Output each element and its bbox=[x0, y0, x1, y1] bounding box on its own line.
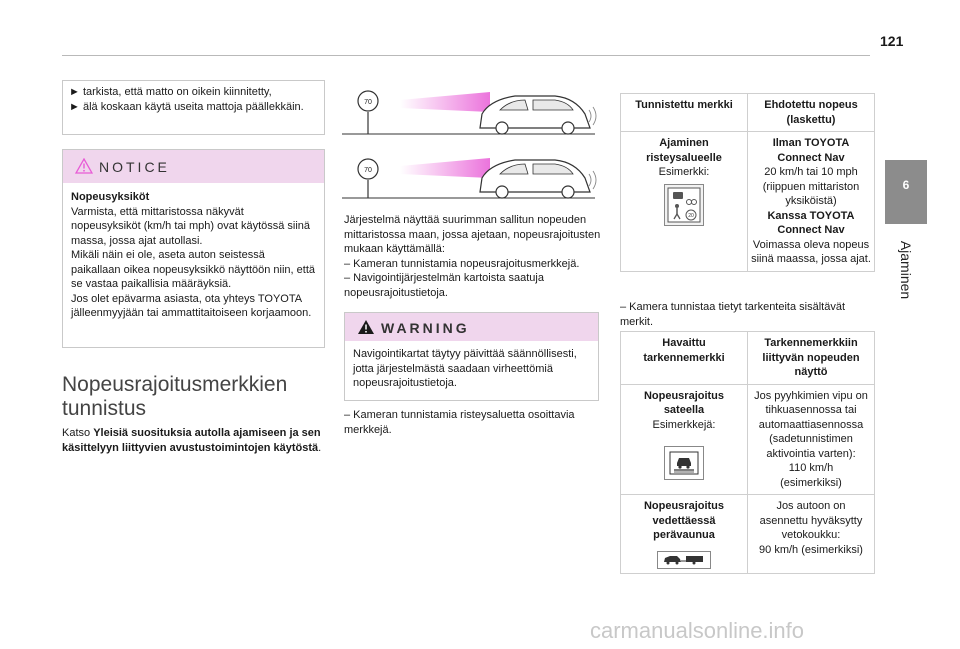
notice-heading: Nopeusyksiköt bbox=[71, 191, 150, 203]
intersection-zone-sign-icon bbox=[664, 184, 704, 226]
intro-text: Katso Yleisiä suosituksia autolla ajamiseen ja sen käsittelyyn liittyvien avustustoimintojen käytöstä. bbox=[62, 427, 322, 454]
intersection-sign-value: 20 bbox=[688, 212, 694, 219]
table-header-cell: Tunnistettu merkki bbox=[621, 94, 748, 132]
speed-sign-value: 70 bbox=[364, 99, 372, 106]
table-cell-sign: Nopeusrajoitus sateella Esimerkkejä: bbox=[621, 384, 748, 495]
warning-callout bbox=[344, 312, 599, 401]
camera-recognition-car-icon bbox=[340, 88, 597, 136]
notice-callout bbox=[62, 149, 325, 348]
section-title: Nopeusrajoitusmerkkien tunnistus bbox=[62, 373, 288, 420]
warning-title: WARNING bbox=[381, 320, 470, 336]
table-cell-sign: Ajaminen risteysalueelle Esimerkki: 20 bbox=[621, 132, 748, 272]
header-divider bbox=[62, 55, 870, 56]
checklist-item: ► älä koskaan käytä useita mattoja päällekkäin. bbox=[69, 100, 304, 113]
chapter-tab[interactable] bbox=[885, 160, 927, 224]
notice-header bbox=[63, 150, 324, 183]
navigation-recognition-car-icon bbox=[340, 152, 597, 200]
supplementary-sign-table bbox=[620, 331, 875, 574]
system-description-item: – Navigointijärjestelmän kartoista saatuja nopeusrajoitustietoja. bbox=[344, 272, 544, 299]
table-header-row bbox=[621, 332, 875, 385]
notice-title: NOTICE bbox=[99, 159, 170, 175]
chapter-number: 6 bbox=[902, 178, 910, 192]
notice-paragraph: Jos olet epävarma asiasta, ota yhteys TOYOTA jälleenmyyjään tai ammattitaitoiseen korjaamoon. bbox=[71, 292, 312, 319]
table-row bbox=[621, 384, 875, 495]
chapter-label-container bbox=[883, 230, 929, 310]
system-description-item: – Kameran tunnistamia nopeusrajoitusmerkkejä. bbox=[344, 257, 580, 270]
table-row bbox=[621, 132, 875, 272]
table-cell-speed: Jos pyyhkimien vipu on tihkuasennossa tai automaattiasennossa (sadetunnistimen aktivointia varten): 110 km/h (esimerkiksi) bbox=[748, 384, 875, 495]
warning-triangle-icon bbox=[357, 319, 375, 335]
table-header-row bbox=[621, 94, 875, 132]
notice-paragraph: Varmista, että mittaristossa näkyvät nopeusyksiköt (km/h tai mph) ovat käytössä siinä massa, jossa ajat autollasi. bbox=[71, 205, 311, 247]
notice-body bbox=[63, 183, 324, 328]
table-header-cell: Ehdotettu nopeus (laskettu) bbox=[748, 94, 875, 132]
warning-text: Navigointikartat täytyy päivittää säännöllisesti, jotta järjestelmästä saadaan virheettömiä nopeusrajoitustietoja. bbox=[353, 348, 577, 389]
chapter-label: Ajaminen bbox=[898, 240, 914, 300]
supplementary-sign-note: – Kamera tunnistaa tietyt tarkenteita sisältävät merkit. bbox=[620, 301, 846, 328]
intersection-note: – Kameran tunnistamia risteysaluetta osoittavia merkkejä. bbox=[344, 409, 575, 436]
table-cell-speed: Jos autoon on asennettu hyväksytty vetokoukku: 90 km/h (esimerkiksi) bbox=[748, 495, 875, 574]
checklist-box bbox=[62, 80, 325, 135]
intro-reference[interactable]: Yleisiä suosituksia autolla ajamiseen ja sen käsittelyyn liittyvien avustustoimintojen käytöstä bbox=[62, 427, 321, 454]
table-cell-speed: Ilman TOYOTA Connect Nav 20 km/h tai 10 mph (riippuen mittariston yksiköistä) Kanssa TOYOTA Connect Nav Voimassa oleva nopeus siinä maassa, jossa ajat. bbox=[748, 132, 875, 272]
table-cell-sign: Nopeusrajoitus vedettäessä perävaunua bbox=[621, 495, 748, 574]
table-row bbox=[621, 495, 875, 574]
watermark: carmanualsonline.info bbox=[590, 618, 805, 643]
table-header-cell: Tarkennemerkkiin liittyvän nopeuden näyttö bbox=[748, 332, 875, 385]
trailer-sign-icon bbox=[657, 551, 711, 569]
rain-road-sign-icon bbox=[664, 446, 704, 480]
checklist-item: ► tarkista, että matto on oikein kiinnitetty, bbox=[69, 86, 272, 98]
table-header-cell: Havaittu tarkennemerkki bbox=[621, 332, 748, 385]
notice-paragraph: Mikäli näin ei ole, aseta auton seistessä paikallaan oikea nopeusyksikkö näyttöön niin, että se vastaa paikallisia määräyksiä. bbox=[71, 249, 315, 290]
page-number: 121 bbox=[880, 33, 904, 49]
caution-triangle-icon bbox=[75, 158, 93, 174]
recognized-sign-table bbox=[620, 93, 875, 272]
system-description bbox=[344, 213, 601, 300]
warning-header bbox=[345, 313, 598, 341]
speed-sign-value: 70 bbox=[364, 167, 372, 174]
system-description-lead: Järjestelmä näyttää suurimman sallitun nopeuden mittaristossa maan, jossa ajetaan, nopeusrajoitusten mukaan käyttämällä: bbox=[344, 214, 601, 255]
